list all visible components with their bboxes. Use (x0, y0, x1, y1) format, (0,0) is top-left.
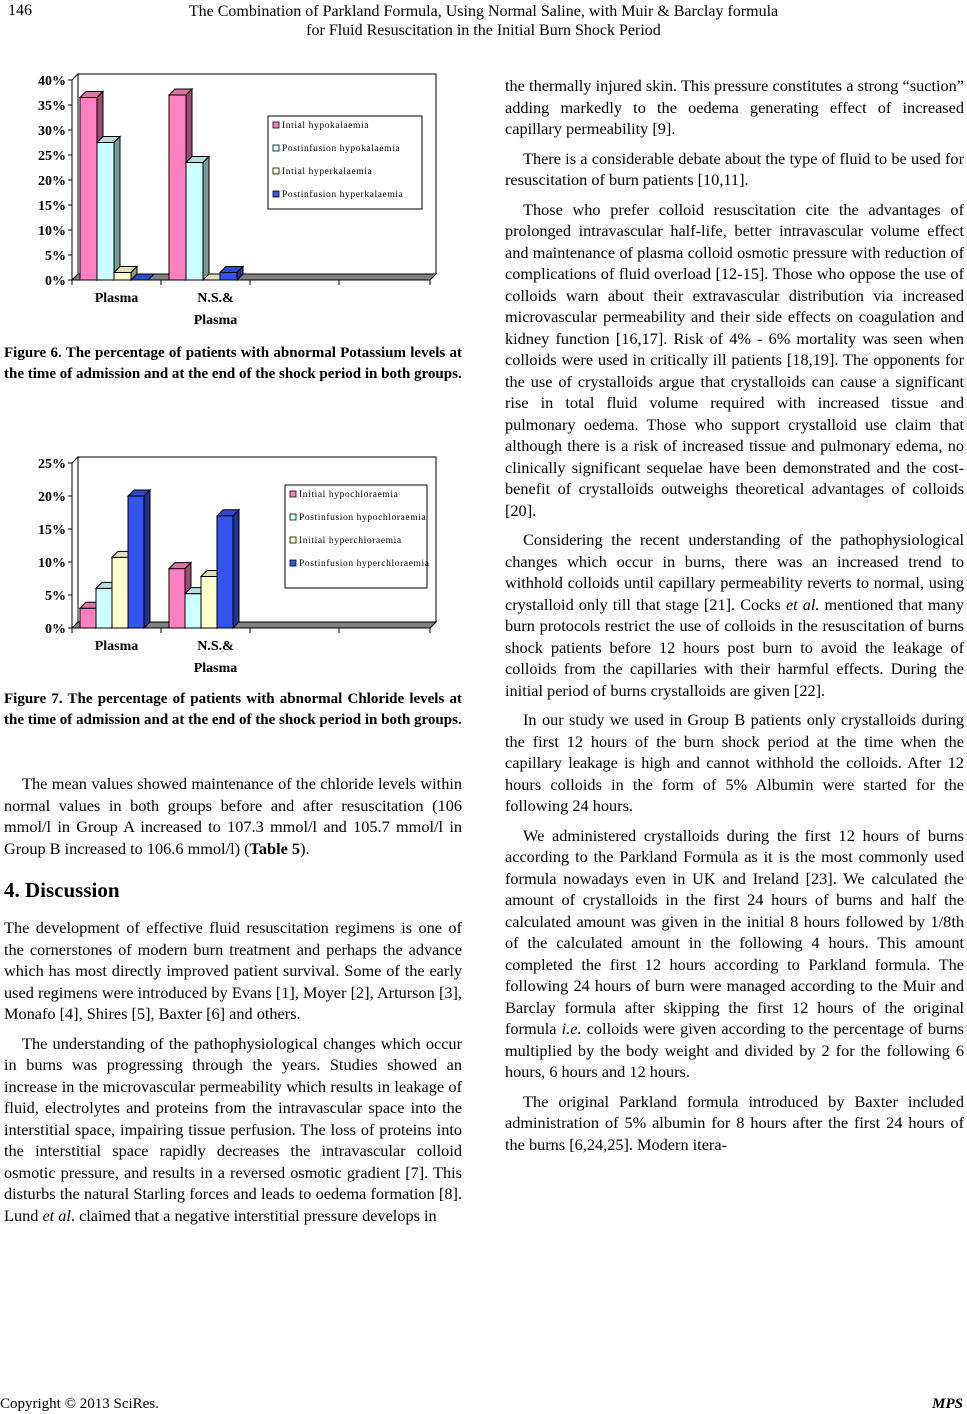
bar-side (203, 157, 209, 281)
x-category-label: Plasma (94, 291, 139, 306)
y-tick-label: 5% (45, 589, 66, 604)
bar-group (220, 267, 243, 281)
paragraph: The development of effective fluid resuscitation regimens is one of the cornerstones of modern burn treatment and perhaps the advance which has most directly improved patient survival. Some of the early used regimens were introduced by Evans [1], Moyer [2], Arturson [3], Monafo [4], Shires [5], Baxter [6] and others. (4, 918, 462, 1023)
y-tick-label: 0% (45, 622, 66, 637)
legend-swatch (273, 168, 279, 174)
x-category-label: Plasma (94, 639, 139, 654)
x-category-label-line2: Plasma (193, 661, 238, 676)
left-column-text (4, 773, 462, 1226)
legend-swatch (273, 145, 279, 151)
paragraph: The original Parkland formula introduced by Baxter included administration of 5% albumin for 8 hours after the first 24 hours of the burns [6,24,25]. Modern itera- (505, 1091, 964, 1154)
legend-swatch (273, 191, 279, 197)
page-number: 146 (8, 2, 32, 19)
legend-label: Postinfusion hyperchloraemia (299, 559, 430, 569)
legend-label: Intial hypokalaemia (282, 121, 370, 131)
paragraph: In our study we used in Group B patients only crystalloids during the first 12 hours of the burn shock period at the time when the capillary leakage is high and cannot withhold the colloids. After 12 hours colloids in the form of 5% Albumin were started for the following 24 hours. (505, 710, 964, 815)
legend (285, 485, 430, 588)
journal-footer: MPS (932, 1396, 963, 1412)
paragraph (4, 773, 462, 859)
paragraph: the thermally injured skin. This pressure constitutes a strong “suction” adding markedly to the oedema generating effect of increased capillary permeability [9]. (505, 76, 964, 138)
bar-group (217, 510, 239, 628)
y-tick-label: 0% (45, 274, 66, 289)
bar (220, 273, 237, 281)
text-run-italic: et al. (785, 594, 820, 614)
legend-label: Postinfusion hypokalaemia (282, 144, 401, 154)
bar (185, 594, 201, 628)
running-header-line1: The Combination of Parkland Formula, Using Normal Saline, with Muir & Barclay formula (188, 3, 779, 20)
bar (169, 95, 186, 280)
bar-side (114, 137, 120, 281)
y-tick-label: 30% (38, 124, 66, 139)
figure-7-chart (0, 448, 462, 686)
paragraph (505, 825, 964, 1083)
figure-7-svg (0, 448, 462, 686)
y-tick-label: 25% (38, 149, 66, 164)
y-tick-label: 20% (38, 490, 66, 505)
bar-side (144, 490, 150, 628)
legend-label: Initial hyperchloraemia (299, 536, 402, 546)
text-run: We administered crystalloids during the first 12 hours of burns according to the Parkland Formula as it is the most commonly used formula nowadays even in UK and Ireland [23]. We calculated the amount of crystalloids in the first 24 hours of burns and half the calculated amount was given in the initial 8 hours followed by 1/8th of the calculated amount in the following 4 hours. This amount completed the first 12 hours according to Parkland formula. The following 24 hours of burn were managed according to the Muir and Barclay formula after skipping the first 12 hours of the original formula (505, 825, 964, 1038)
legend-swatch (290, 560, 296, 566)
bar (97, 143, 114, 281)
running-header (0, 2, 967, 40)
text-run-italic: et al (42, 1205, 71, 1225)
table-reference: Table 5 (249, 838, 301, 858)
left-wall (72, 74, 78, 280)
figure-6-caption: Figure 6. The percentage of patients with abnormal Potassium levels at the time of admission and at the end of the shock period in both groups. (4, 345, 462, 382)
text-run: . claimed that a negative interstitial pressure develops in (70, 1205, 437, 1225)
legend-label: Initial hypochloraemia (299, 490, 399, 500)
bar-group (128, 490, 150, 628)
y-tick-label: 15% (38, 199, 66, 214)
text-run: Considering the recent understanding of the pathophysiological changes which occur in burns, there was an increased trend to withhold colloids until capillary permeability reverts to normal, using crystalloid only till that stage [21]. Cocks (505, 530, 964, 614)
bar (80, 608, 96, 628)
text-run-italic: i.e. (561, 1019, 582, 1038)
left-wall (72, 457, 78, 628)
bar (96, 588, 112, 628)
text-run: ). (300, 838, 310, 858)
y-tick-label: 5% (45, 249, 66, 264)
bar (186, 163, 203, 281)
figure-7-caption: Figure 7. The percentage of patients with abnormal Chloride levels at the time of admission and at the end of the shock period in both groups. (4, 691, 462, 728)
bar (80, 98, 97, 281)
y-tick-label: 20% (38, 174, 66, 189)
bar (201, 577, 217, 628)
x-category-label: N.S.& Plasma (193, 639, 238, 676)
text-run: colloids were given according to the percentage of burns multiplied by the body weight and divided by 2 for the following 6 hours, 6 hours and 12 hours. (505, 1019, 965, 1081)
legend-swatch (273, 122, 279, 128)
bar (169, 569, 185, 628)
paragraph: Those who prefer colloid resuscitation cite the advantages of prolonged intravascular half-life, better intravascular volume effect and maintenance of plasma colloid osmotic pressure with reduction of complications of fluid overload [12-15]. Those who oppose the use of colloids warn about their extravascular distribution via increased microvascular permeability and their side effects on coagulation and kidney function [16,17]. Risk of 4% - 6% mortality was seen when colloids were used in critically ill patients [18,19]. The opponents for the use of crystalloids argue that crystalloids can cause a significant rise in total fluid volume required with increased tissue and pulmonary oedema. Those who support crystalloid use claim that although there is a risk of increased tissue and pulmonary edema, no clinically significant sequelae have been demonstrated and the cost-benefit of crystalloids outweighs theoretical advantages of colloids [20]. (505, 199, 964, 520)
text-run: mentioned that many burn protocols restrict the use of colloids in the resuscitation of burns shock patients before 12 hours post burn to avoid the leakage of colloids from the capillaries with their harmful effects. During the initial period of burns crystalloids are given [22]. (505, 594, 964, 700)
y-tick-label: 35% (38, 99, 66, 114)
text-run: The understanding of the pathophysiological changes which occur in burns was progressing through the years. Studies showed an increase in the microvascular permeability which results in leakage of fluid, electrolytes and proteins from the intravascular space into the interstitial space, impairing tissue perfusion. The loss of proteins into the interstitial space rapidly decreases the intravascular colloid osmotic pressure, and results in a reversed osmotic gradient [7]. This disturbs the natural Starling forces and leads to oedema formation [8]. Lund (4, 1033, 462, 1225)
copyright-footer: Copyright © 2013 SciRes. (0, 1396, 159, 1412)
bar (217, 516, 233, 628)
bar (128, 496, 144, 628)
bar-side (233, 510, 239, 628)
y-tick-label: 10% (38, 556, 66, 571)
legend-label: Postinfusion hyperkalaemia (282, 190, 404, 200)
section-heading: 4. Discussion (4, 878, 120, 902)
legend-label: Intial hyperkalaemia (282, 167, 373, 177)
x-category-label-line2: Plasma (193, 313, 238, 328)
legend-swatch (290, 491, 296, 497)
y-tick-label: 15% (38, 523, 66, 538)
legend (268, 116, 422, 209)
y-tick-label: 25% (38, 457, 66, 472)
bar-group (186, 157, 209, 281)
right-column-text (505, 75, 964, 1155)
bar (114, 273, 131, 281)
text-run: The mean values showed maintenance of the chloride levels within normal values in both groups before and after resuscitation (106 mmol/l in Group A increased to 107.3 mmol/l and 105.7 mmol/l in Group B increased to 106.6 mmol/l) ( (4, 774, 462, 858)
bar-group (97, 137, 120, 281)
paragraph (505, 529, 964, 701)
legend-swatch (290, 537, 296, 543)
y-tick-label: 10% (38, 224, 66, 239)
x-category-label: N.S.& Plasma (193, 291, 238, 328)
paragraph: There is a considerable debate about the type of fluid to be used for resuscitation of burn patients [10,11]. (505, 148, 964, 189)
figure-6-svg (0, 68, 462, 338)
bar (112, 557, 128, 628)
paragraph (4, 1033, 462, 1227)
y-tick-label: 40% (38, 74, 66, 89)
running-header-line2: for Fluid Resuscitation in the Initial Burn Shock Period (306, 22, 661, 39)
legend-label: Postinfusion hypochloraemia (299, 513, 427, 523)
legend-swatch (290, 514, 296, 520)
figure-6-chart (0, 68, 462, 338)
